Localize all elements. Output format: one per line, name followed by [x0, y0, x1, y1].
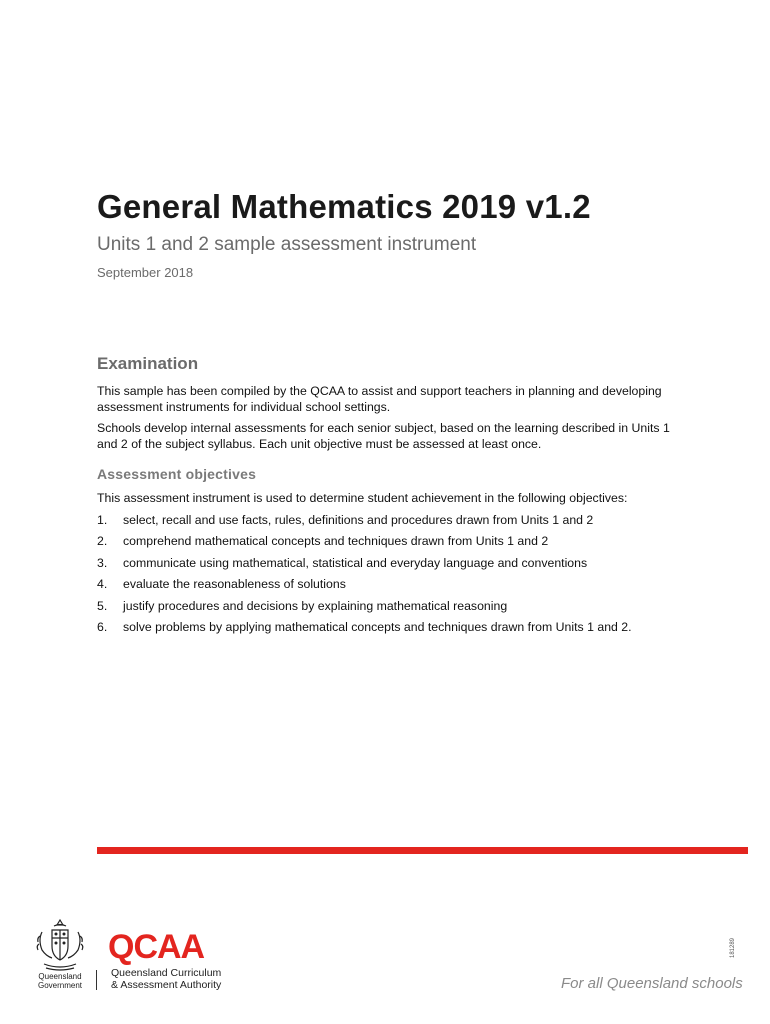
qcaa-wordmark: QCAA: [108, 928, 205, 966]
objective-text: select, recall and use facts, rules, definitions and procedures drawn from Units 1 and 2: [123, 512, 594, 527]
objective-text: comprehend mathematical concepts and techniques drawn from Units 1 and 2: [123, 534, 549, 548]
qcaa-logo-text: & Assessment Authority: [111, 979, 222, 991]
examination-heading: Examination: [97, 354, 199, 373]
document-code: 181289: [730, 937, 736, 958]
objective-text: justify procedures and decisions by explaining mathematical reasoning: [123, 598, 508, 613]
objective-item: [97, 620, 677, 636]
objective-number: 5.: [97, 598, 108, 613]
objective-item: [97, 599, 677, 615]
assessment-objectives-heading: Assessment objectives: [97, 466, 257, 482]
objective-text: solve problems by applying mathematical concepts and techniques drawn from Units 1 and 2.: [123, 620, 632, 634]
examination-paragraph: This sample has been compiled by the QCAA to assist and support teachers in planning and developing assessment instruments for individual school settings.: [97, 384, 662, 414]
qgov-logo-text: Government: [37, 981, 83, 990]
objective-number: 4.: [97, 577, 108, 591]
qgov-logo-text: Queensland: [38, 972, 82, 981]
document-title: General Mathematics 2019 v1.2: [97, 188, 591, 225]
queensland-government-logo: [30, 916, 90, 994]
document-subtitle: Units 1 and 2 sample assessment instrument: [97, 234, 477, 255]
assessment-objectives-intro: This assessment instrument is used to determine student achievement in the following objectives:: [97, 491, 628, 505]
objective-number: 1.: [97, 512, 108, 527]
objective-number: 2.: [97, 534, 108, 548]
objective-number: 3.: [97, 555, 108, 570]
qcaa-logo-text: Queensland Curriculum: [111, 967, 222, 979]
footer-accent-bar: [97, 847, 748, 854]
queensland-crest-icon: [32, 916, 88, 972]
objective-item: [97, 534, 677, 550]
publication-date: September 2018: [97, 265, 194, 280]
objective-number: 6.: [97, 620, 108, 634]
objectives-list: [97, 513, 677, 636]
objective-text: evaluate the reasonableness of solutions: [123, 577, 346, 591]
objective-item: [97, 513, 677, 529]
objective-item: [97, 577, 677, 593]
document-body: [97, 354, 677, 642]
footer-tagline: For all Queensland schools: [561, 975, 743, 992]
qcaa-logo: [108, 930, 221, 991]
examination-paragraph: Schools develop internal assessments for each senior subject, based on the learning described in Units 1 and 2 of the subject syllabus. Each unit objective must be assessed at least once.: [97, 421, 670, 451]
objective-item: [97, 556, 677, 572]
objective-text: communicate using mathematical, statistical and everyday language and conventions: [123, 555, 588, 570]
logo-divider: [96, 970, 97, 990]
